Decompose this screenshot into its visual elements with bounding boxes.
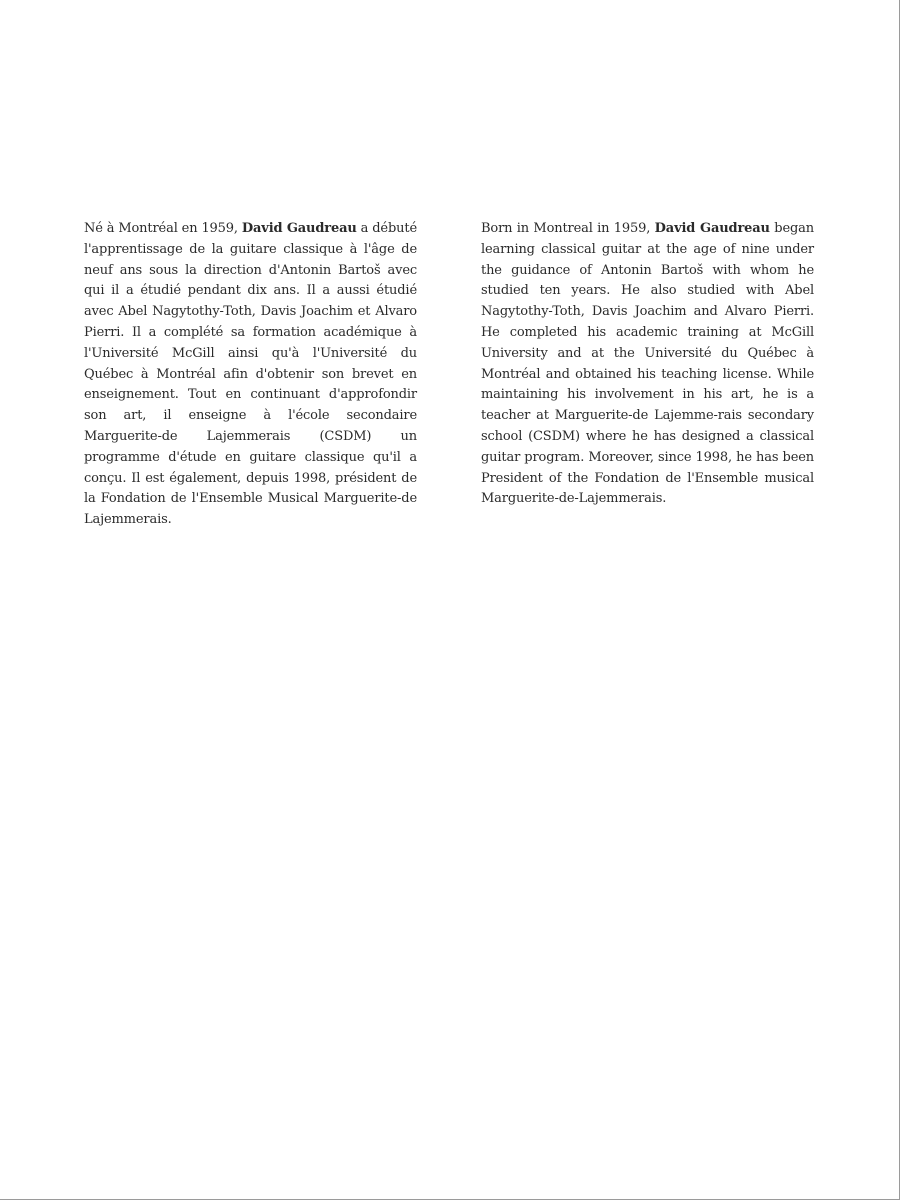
biography-french (84, 219, 417, 531)
bio-en-body: began learning classical guitar at the age of nine under the guidance of Antonin Bartoš with whom he studied ten years. He also studied with Abel Nagytothy-Toth, Davis Joachim and Alvaro Pierri. He completed his academic training at McGill University and at the Université du Québec à Montréal and obtained his teaching license. While maintaining his involvement in his art, he is a teacher at Marguerite-de Lajemme-rais secondary school (CSDM) where he has designed a classical guitar program. Moreover, since 1998, he has been President of the Fondation de l'Ensemble musical Marguerite-de-Lajemmerais. (481, 221, 814, 507)
bio-en-name: David Gaudreau (654, 221, 770, 236)
bio-fr-intro: Né à Montréal en 1959, (84, 221, 242, 236)
bio-en-intro: Born in Montreal in 1959, (481, 221, 655, 236)
biography-english (481, 219, 814, 510)
bio-fr-name: David Gaudreau (241, 221, 357, 236)
bio-fr-body: a débuté l'apprentissage de la guitare classique à l'âge de neuf ans sous la direction d'Antonin Bartoš avec qui il a étudié pendant dix ans. Il a aussi étudié avec Abel Nagytothy-Toth, Davis Joachim et Alvaro Pierri. Il a complété sa formation académique à l'Université McGill ainsi qu'à l'Université du Québec à Montréal afin d'obtenir son brevet en enseignement. Tout en continuant d'approfondir son art, il enseigne à l'école secondaire Marguerite-de Lajemmerais (CSDM) un programme d'étude en guitare classique qu'il a conçu. Il est également, depuis 1998, président de la Fondation de l'Ensemble Musical Marguerite-de Lajemmerais. (84, 221, 417, 528)
